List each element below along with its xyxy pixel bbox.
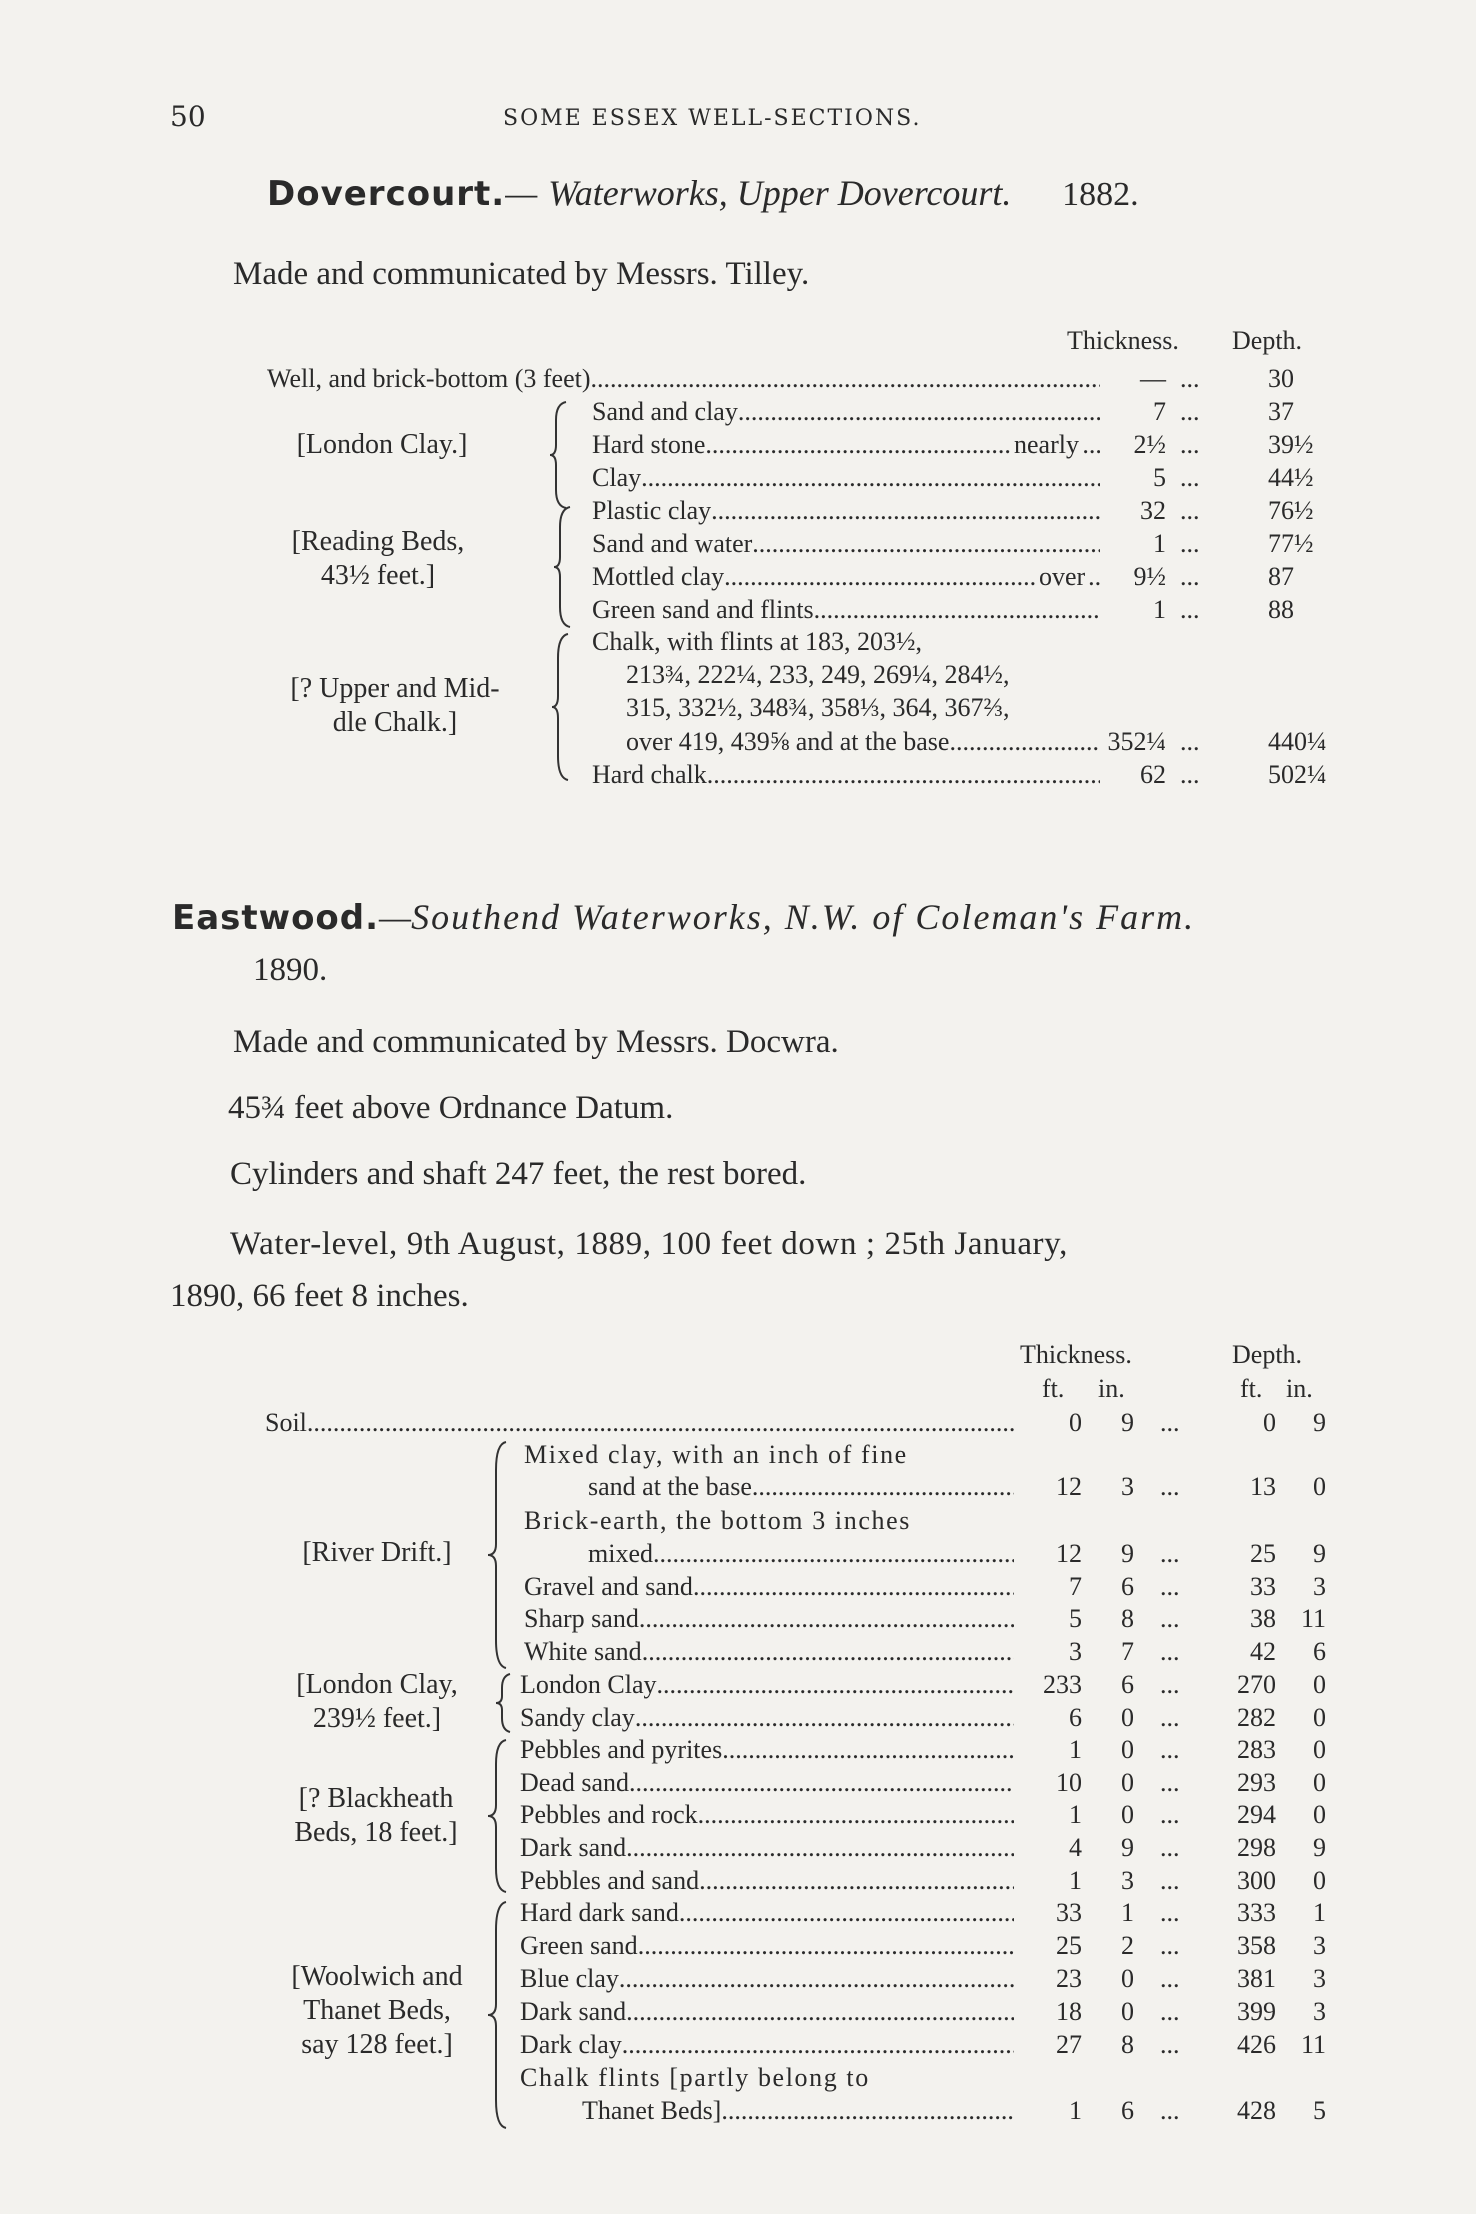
dovercourt-row [592,529,1100,559]
stratum-name: Plastic clay [592,496,712,525]
thickness-value: 9½ [1133,562,1166,591]
thickness-inches: 1 [1121,1898,1134,1927]
depth-feet: 33 [1250,1572,1276,1601]
dot-leader [738,397,1100,427]
thickness-inches: 0 [1121,1768,1134,1797]
eastwood-row [520,1964,1014,1994]
eastwood-row [588,1472,1014,1502]
depth-feet: 300 [1237,1866,1276,1895]
dovercourt-row [592,760,1100,790]
stratum-name: sand at the base [588,1472,752,1501]
eastwood-unit-thickness-ft: ft. [1042,1374,1065,1403]
depth-feet: 333 [1237,1898,1276,1927]
thickness-inches: 9 [1121,1539,1134,1568]
dot-leader [629,1768,1014,1798]
group-label-line: [Woolwich and [291,1961,463,1992]
brace-london-clay-eastwood [494,1672,518,1734]
stratum-name: Sand and clay [592,397,738,426]
depth-value: 30 [1268,364,1294,393]
dot-separator: ... [1160,1572,1180,1601]
thickness-feet: 6 [1069,1703,1082,1732]
depth-value: 502¼ [1268,760,1327,789]
dovercourt-heading [267,172,1139,214]
depth-value: 87 [1268,562,1294,591]
dot-leader [638,1931,1014,1961]
dot-leader [307,1408,1014,1438]
dot-separator: ... [1160,1408,1180,1437]
depth-feet: 282 [1237,1703,1276,1732]
eastwood-year: 1890. [253,952,328,988]
eastwood-row [520,1735,1014,1765]
thickness-value: 352¼ [1107,727,1166,756]
page-number: 50 [170,100,206,133]
dovercourt-credit: Made and communicated by Messrs. Tilley. [233,256,810,292]
group-label-line: Thanet Beds, [303,1995,451,2026]
eastwood-row [520,1997,1014,2027]
eastwood-group-label-blackheath [256,1782,496,1850]
dot-leader [626,1997,1014,2027]
eastwood-group-label-river-drift [262,1536,492,1570]
eastwood-datum: 45¾ feet above Ordnance Datum. [228,1090,674,1126]
dot-leader [814,595,1100,625]
thickness-feet: 23 [1056,1964,1082,1993]
dot-separator: ... [1160,1670,1180,1699]
group-label-line: [? Upper and Mid- [290,673,500,704]
stratum-name: Sharp sand [524,1604,639,1633]
dot-leader [949,727,1100,757]
depth-value: 440¼ [1268,727,1327,756]
eastwood-subtitle: Southend Waterworks, N.W. of Coleman's Farm. [411,897,1196,937]
stratum-name: over 419, 439⅝ and at the base [626,727,950,756]
thickness-feet: 25 [1056,1931,1082,1960]
dovercourt-group-label-reading-beds [258,525,498,593]
eastwood-row [520,1931,1014,1961]
thickness-inches: 0 [1121,1997,1134,2026]
thickness-feet: 4 [1069,1833,1082,1862]
depth-inches: 3 [1313,1572,1326,1601]
running-title: SOME ESSEX WELL-SECTIONS. [503,106,922,131]
eastwood-unit-depth-in: in. [1286,1374,1313,1403]
group-label-line: [River Drift.] [302,1537,452,1568]
eastwood-row [524,1440,1014,1470]
stratum-name: 213¾, 222¼, 233, 249, 269¼, 284½, [626,660,1010,689]
dovercourt-row [592,627,1100,657]
thickness-feet: 233 [1043,1670,1082,1699]
dot-leader [657,1670,1015,1700]
eastwood-row [520,2030,1014,2060]
thickness-feet: 1 [1069,1866,1082,1895]
dovercourt-row [592,562,1100,592]
dot-separator: ... [1160,1735,1180,1764]
stratum-name: Dead sand [520,1768,630,1797]
stratum-name: Dark sand [520,1997,627,2026]
dovercourt-row [626,727,1100,757]
dot-separator: ... [1180,727,1200,756]
dot-leader [752,529,1100,559]
eastwood-place-name: Eastwood. [172,898,380,938]
dot-leader [752,1472,1014,1502]
thickness-feet: 12 [1056,1539,1082,1568]
dovercourt-row [592,463,1100,493]
stratum-name: 315, 332½, 348¾, 358⅓, 364, 367⅔, [626,693,1010,722]
eastwood-unit-depth-ft: ft. [1240,1374,1263,1403]
dot-separator: ... [1160,1866,1180,1895]
stratum-name: Chalk flints [partly belong to [520,2063,870,2092]
thickness-inches: 0 [1121,1964,1134,1993]
dot-separator: ... [1160,1604,1180,1633]
thickness-feet: 5 [1069,1604,1082,1633]
eastwood-water-level-line1: Water-level, 9th August, 1889, 100 feet down ; 25th January, [230,1226,1068,1262]
thickness-inches: 6 [1121,2096,1134,2125]
stratum-name: Green sand [520,1931,638,1960]
stratum-name: Green sand and flints [592,595,814,624]
dovercourt-col-thickness: Thickness. [1067,326,1179,355]
thickness-inches: 7 [1121,1637,1134,1666]
thickness-value: 1 [1153,595,1166,624]
dot-separator: ... [1180,529,1200,558]
dovercourt-group-label-chalk [250,672,540,740]
thickness-inches: 8 [1121,2030,1134,2059]
dovercourt-subtitle: Waterworks, Upper Dovercourt. [548,173,1012,213]
stratum-name: Hard stone [592,430,706,459]
depth-inches: 0 [1313,1866,1326,1895]
depth-inches: 0 [1313,1735,1326,1764]
dot-separator: ... [1160,1472,1180,1501]
depth-inches: 0 [1313,1472,1326,1501]
depth-feet: 381 [1237,1964,1276,1993]
thickness-feet: 10 [1056,1768,1082,1797]
stratum-name: Chalk, with flints at 183, 203½, [592,627,923,656]
stratum-name: Dark clay [520,2030,622,2059]
depth-inches: 0 [1313,1703,1326,1732]
depth-inches: 9 [1313,1539,1326,1568]
dot-leader [693,1572,1014,1602]
depth-inches: 6 [1313,1637,1326,1666]
eastwood-row [520,1866,1014,1896]
brace-woolwich [486,1900,516,2130]
stratum-name: Mottled clay [592,562,725,591]
thickness-feet: 1 [1069,2096,1082,2125]
thickness-value: 2½ [1133,430,1166,459]
thickness-value: 5 [1153,463,1166,492]
dot-leader [642,1637,1014,1667]
depth-feet: 399 [1237,1997,1276,2026]
dot-separator: ... [1160,1768,1180,1797]
stratum-name: Well, and brick-bottom (3 feet) [267,364,591,393]
thickness-feet: 7 [1069,1572,1082,1601]
dot-separator: ... [1180,760,1200,789]
depth-inches: 0 [1313,1768,1326,1797]
depth-feet: 0 [1263,1408,1276,1437]
thickness-inches: 0 [1121,1735,1134,1764]
thickness-value: — [1140,364,1166,393]
depth-inches: 11 [1300,2030,1326,2059]
stratum-name: Pebbles and rock [520,1800,698,1829]
depth-feet: 426 [1237,2030,1276,2059]
depth-value: 44½ [1268,463,1314,492]
depth-value: 37 [1268,397,1294,426]
group-label-line: [Reading Beds, [291,526,465,557]
thickness-feet: 1 [1069,1735,1082,1764]
group-label-line: [London Clay.] [296,429,468,460]
stratum-name: Dark sand [520,1833,627,1862]
stratum-name: Thanet Beds] [582,2096,722,2125]
eastwood-row [520,1898,1014,1928]
thickness-feet: 18 [1056,1997,1082,2026]
thickness-value: 32 [1140,496,1166,525]
depth-feet: 298 [1237,1833,1276,1862]
brace-river-drift [486,1440,516,1670]
stratum-name: Sandy clay [520,1703,635,1732]
stratum-name: Clay [592,463,642,492]
dot-leader [711,496,1100,526]
stratum-name: Hard chalk [592,760,707,789]
dovercourt-row [267,364,1100,394]
dot-leader [698,1800,1014,1830]
stratum-name: London Clay [520,1670,657,1699]
dot-leader [653,1539,1014,1569]
thickness-inches: 8 [1121,1604,1134,1633]
thickness-inches: 3 [1121,1866,1134,1895]
stratum-name: Pebbles and sand [520,1866,700,1895]
eastwood-credit: Made and communicated by Messrs. Docwra. [233,1024,839,1060]
dovercourt-row [592,397,1100,427]
dot-separator: ... [1160,1637,1180,1666]
dot-separator: ... [1180,496,1200,525]
eastwood-row [520,2063,1014,2093]
dot-separator: ... [1160,2096,1180,2125]
dot-separator: ... [1180,364,1200,393]
group-label-line: dle Chalk.] [332,707,458,738]
depth-inches: 3 [1313,1964,1326,1993]
thickness-inches: 6 [1121,1670,1134,1699]
dot-separator: ... [1180,430,1200,459]
stratum-name: Hard dark sand [520,1898,679,1927]
dot-separator: ... [1160,1964,1180,1993]
dot-separator: ... [1180,562,1200,591]
thickness-value: 7 [1153,397,1166,426]
dovercourt-row [626,660,1100,690]
thickness-feet: 12 [1056,1472,1082,1501]
depth-feet: 358 [1237,1931,1276,1960]
dovercourt-row [592,595,1100,625]
thickness-value: 1 [1153,529,1166,558]
brace-chalk [550,632,580,782]
dot-leader [622,2030,1014,2060]
depth-value: 39½ [1268,430,1314,459]
dot-separator: ... [1160,1833,1180,1862]
thickness-feet: 27 [1056,2030,1082,2059]
stratum-note: over [1035,562,1089,592]
stratum-name: Pebbles and pyrites [520,1735,723,1764]
group-label-line: [London Clay, [296,1669,458,1700]
eastwood-col-thickness: Thickness. [1020,1340,1132,1369]
dovercourt-place-name: Dovercourt. [267,174,506,214]
depth-value: 77½ [1268,529,1314,558]
depth-inches: 0 [1313,1670,1326,1699]
depth-feet: 294 [1237,1800,1276,1829]
eastwood-row [520,1833,1014,1863]
eastwood-col-depth: Depth. [1232,1340,1303,1369]
dot-leader [679,1898,1014,1928]
dot-separator: ... [1160,2030,1180,2059]
group-label-line: 239½ feet.] [312,1703,442,1734]
eastwood-row [582,2096,1014,2126]
eastwood-cylinders: Cylinders and shaft 247 feet, the rest bored. [230,1156,807,1192]
thickness-inches: 0 [1121,1703,1134,1732]
stratum-name: Sand and water [592,529,753,558]
eastwood-row [524,1506,1014,1536]
depth-inches: 3 [1313,1997,1326,2026]
dot-leader [591,364,1100,394]
depth-feet: 42 [1250,1637,1276,1666]
eastwood-row [520,1800,1014,1830]
eastwood-group-label-woolwich [262,1960,492,2062]
depth-inches: 5 [1313,2096,1326,2125]
thickness-inches: 9 [1121,1408,1134,1437]
thickness-inches: 3 [1121,1472,1134,1501]
stratum-name: Blue clay [520,1964,619,1993]
group-label-line: [? Blackheath [298,1783,454,1814]
thickness-feet: 1 [1069,1800,1082,1829]
dot-leader [641,463,1100,493]
eastwood-dash: — [379,897,412,937]
eastwood-row [524,1572,1014,1602]
dovercourt-col-depth: Depth. [1232,326,1303,355]
thickness-inches: 0 [1121,1800,1134,1829]
dot-leader [707,760,1100,790]
depth-inches: 1 [1313,1898,1326,1927]
depth-inches: 3 [1313,1931,1326,1960]
stratum-name: Soil [265,1408,307,1437]
depth-inches: 9 [1313,1833,1326,1862]
dot-leader [639,1604,1014,1634]
depth-inches: 9 [1313,1408,1326,1437]
brace-london-clay [548,400,578,510]
eastwood-group-label-london-clay [262,1668,492,1736]
thickness-feet: 0 [1069,1408,1082,1437]
dovercourt-dash: — [505,173,538,213]
thickness-inches: 9 [1121,1833,1134,1862]
stratum-name: Mixed clay, with an inch of fine [524,1440,908,1469]
dot-leader [721,2096,1014,2126]
depth-feet: 25 [1250,1539,1276,1568]
eastwood-row [520,1670,1014,1700]
stratum-name: White sand [524,1637,642,1666]
eastwood-row [524,1637,1014,1667]
depth-feet: 13 [1250,1472,1276,1501]
dot-separator: ... [1160,1997,1180,2026]
dovercourt-group-label-london-clay [262,428,502,462]
depth-inches: 11 [1300,1604,1326,1633]
dot-leader [699,1866,1014,1896]
dot-separator: ... [1160,1539,1180,1568]
dot-leader [626,1833,1014,1863]
stratum-name: Gravel and sand [524,1572,693,1601]
dot-separator: ... [1160,1931,1180,1960]
thickness-feet: 33 [1056,1898,1082,1927]
stratum-name: mixed [588,1539,653,1568]
brace-blackheath [486,1738,516,1894]
dot-separator: ... [1180,463,1200,492]
stratum-note: nearly [1010,430,1083,460]
eastwood-row [520,1768,1014,1798]
dot-separator: ... [1160,1898,1180,1927]
depth-feet: 293 [1237,1768,1276,1797]
dovercourt-row [592,496,1100,526]
thickness-inches: 6 [1121,1572,1134,1601]
stratum-name: Brick-earth, the bottom 3 inches [524,1506,911,1535]
thickness-inches: 2 [1121,1931,1134,1960]
depth-feet: 270 [1237,1670,1276,1699]
dovercourt-row [626,693,1100,723]
depth-value: 88 [1268,595,1294,624]
depth-feet: 283 [1237,1735,1276,1764]
eastwood-row [524,1604,1014,1634]
group-label-line: Beds, 18 feet.] [294,1817,458,1848]
depth-feet: 428 [1237,2096,1276,2125]
eastwood-heading [172,896,1195,938]
depth-inches: 0 [1313,1800,1326,1829]
thickness-value: 62 [1140,760,1166,789]
dot-separator: ... [1160,1800,1180,1829]
brace-reading-beds [552,505,582,629]
eastwood-row [588,1539,1014,1569]
dot-leader [722,1735,1014,1765]
dot-separator: ... [1180,397,1200,426]
dot-leader [635,1703,1014,1733]
dovercourt-year: 1882. [1062,176,1139,213]
group-label-line: say 128 feet.] [301,2029,453,2060]
depth-feet: 38 [1250,1604,1276,1633]
group-label-line: 43½ feet.] [320,560,436,591]
dot-separator: ... [1180,595,1200,624]
eastwood-row [520,1703,1014,1733]
eastwood-unit-thickness-in: in. [1098,1374,1125,1403]
eastwood-row [265,1408,1014,1438]
dot-leader [619,1964,1014,1994]
depth-value: 76½ [1268,496,1314,525]
thickness-feet: 3 [1069,1637,1082,1666]
eastwood-water-level-line2: 1890, 66 feet 8 inches. [170,1278,469,1314]
dot-separator: ... [1160,1703,1180,1732]
